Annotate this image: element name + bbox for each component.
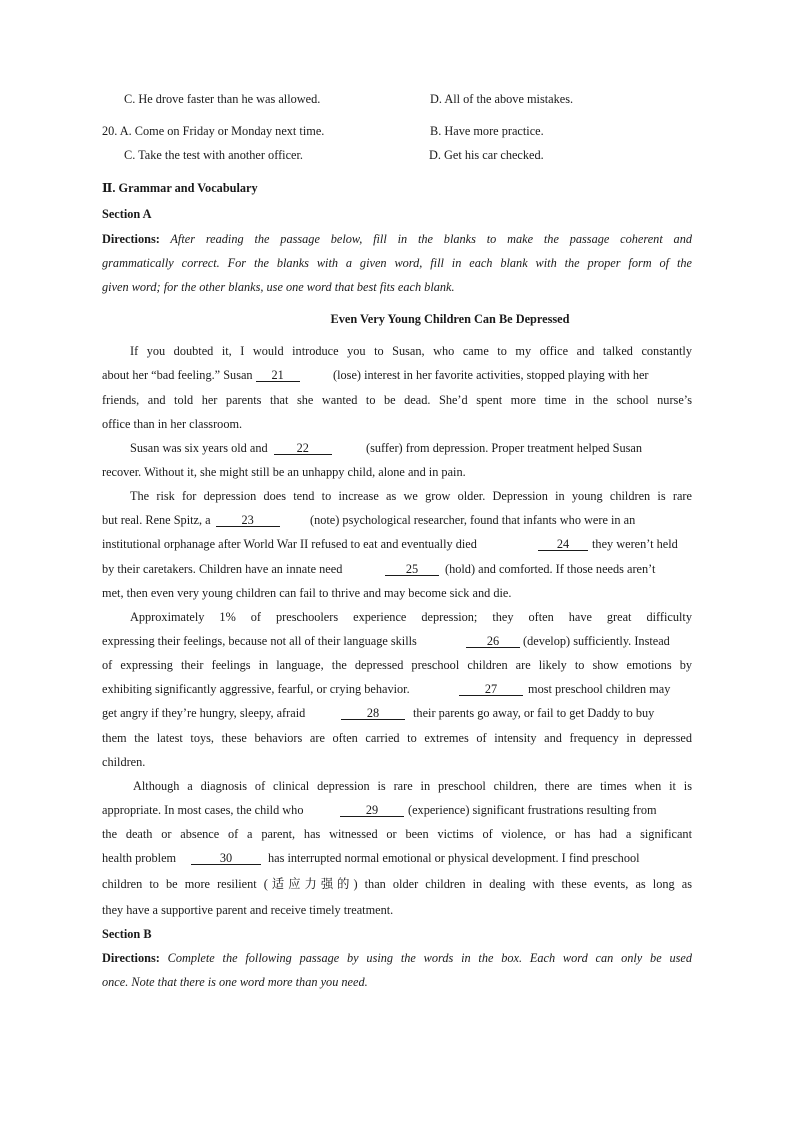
option-20-b: B. Have more practice. xyxy=(430,124,544,138)
p3-line-5: met, then even very young children can fail to thrive and may become sick and die. xyxy=(102,586,512,600)
option-20-d: D. Get his car checked. xyxy=(429,148,544,162)
p3-line-3-end: they weren’t held xyxy=(592,537,678,551)
p4-line-2-start: expressing their feelings, because not all of their language skills xyxy=(102,634,417,648)
directions-label: Directions: xyxy=(102,232,160,246)
p3-line-2 xyxy=(102,513,636,527)
p1-line-4: office than in her classroom. xyxy=(102,417,243,431)
option-19-d: D. All of the above mistakes. xyxy=(430,92,574,106)
p5-line-4-start: health problem xyxy=(102,851,177,865)
p3-line-3 xyxy=(102,537,678,551)
blank-23[interactable]: 23 xyxy=(216,514,280,526)
p5-line-2-start: appropriate. In most cases, the child who xyxy=(102,803,304,817)
directions-a-text: After reading the passage below, fill in the blanks to make the passage coherent and xyxy=(159,232,692,246)
part-heading: Ⅱ. Grammar and Vocabulary xyxy=(102,181,258,195)
directions-b-line-2: once. Note that there is one word more than you need. xyxy=(102,975,368,989)
p3-line-4 xyxy=(102,562,656,576)
p5-line-2-end: (experience) significant frustrations resulting from xyxy=(408,803,657,817)
blank-26[interactable]: 26 xyxy=(466,635,520,647)
p1-line-2-end: (lose) interest in her favorite activities, stopped playing with her xyxy=(333,368,649,382)
p3-line-1: The risk for depression does tend to increase as we grow older. Depression in young children is rare xyxy=(130,489,692,503)
blank-27[interactable]: 27 xyxy=(459,683,523,695)
p2-line-1-end: (suffer) from depression. Proper treatment helped Susan xyxy=(366,441,643,455)
p5-line-3: the death or absence of a parent, has witnessed or been victims of violence, or has had a significant xyxy=(102,827,692,841)
p5-line-2 xyxy=(102,803,657,817)
section-b-heading: Section B xyxy=(102,927,152,941)
p2-line-2: recover. Without it, she might still be an unhappy child, alone and in pain. xyxy=(102,465,466,479)
p1-line-2-start: about her “bad feeling.” Susan xyxy=(102,368,253,382)
blank-21[interactable]: 21 xyxy=(256,369,300,381)
directions-b-text: Complete the following passage by using the words in the box. Each word can only be used xyxy=(159,951,692,965)
p4-line-2-end: (develop) sufficiently. Instead xyxy=(523,634,670,648)
p4-line-7: children. xyxy=(102,755,146,769)
p4-line-5 xyxy=(102,706,655,720)
option-20-a: 20. A. Come on Friday or Monday next time. xyxy=(102,124,325,138)
directions-b-label: Directions: xyxy=(102,951,160,965)
option-19-c: C. He drove faster than he was allowed. xyxy=(124,92,321,106)
p3-line-2-start: but real. Rene Spitz, a xyxy=(102,513,211,527)
p5-line-1: Although a diagnosis of clinical depression is rare in preschool children, there are times when it is xyxy=(133,779,692,793)
p1-line-2 xyxy=(102,368,649,382)
p4-line-3: of expressing their feelings in language, the depressed preschool children are likely to show emotions by xyxy=(102,658,692,672)
blank-29[interactable]: 29 xyxy=(340,804,404,816)
p3-line-4-end: (hold) and comforted. If those needs aren’t xyxy=(445,562,656,576)
section-a-heading: Section A xyxy=(102,207,152,221)
p5-line-4-end: has interrupted normal emotional or physical development. I find preschool xyxy=(268,851,640,865)
p5-line-4 xyxy=(102,851,640,865)
blank-28[interactable]: 28 xyxy=(341,707,405,719)
blank-25[interactable]: 25 xyxy=(385,563,439,575)
passage-title: Even Very Young Children Can Be Depressed xyxy=(330,312,570,326)
p3-line-4-start: by their caretakers. Children have an innate need xyxy=(102,562,343,576)
blank-22[interactable]: 22 xyxy=(274,442,332,454)
p3-line-2-end: (note) psychological researcher, found that infants who were in an xyxy=(310,513,636,527)
p2-line-1 xyxy=(130,441,643,455)
option-20-c: C. Take the test with another officer. xyxy=(124,148,303,162)
p4-line-5-start: get angry if they’re hungry, sleepy, afraid xyxy=(102,706,306,720)
p4-line-4-start: exhibiting significantly aggressive, fearful, or crying behavior. xyxy=(102,682,410,696)
p4-line-1: Approximately 1% of preschoolers experience depression; they often have great difficulty xyxy=(130,610,692,624)
p2-line-1-start: Susan was six years old and xyxy=(130,441,268,455)
p4-line-2 xyxy=(102,634,670,648)
directions-a-line-2: grammatically correct. For the blanks with a given word, fill in each blank with the proper form of the xyxy=(102,256,692,270)
p4-line-4-end: most preschool children may xyxy=(528,682,671,696)
directions-a-line-3: given word; for the other blanks, use one word that best fits each blank. xyxy=(102,280,455,294)
blank-24[interactable]: 24 xyxy=(538,538,588,550)
p3-line-3-start: institutional orphanage after World War II refused to eat and eventually died xyxy=(102,537,477,551)
p5-line-6: they have a supportive parent and receive timely treatment. xyxy=(102,903,394,917)
blank-30[interactable]: 30 xyxy=(191,852,261,864)
directions-a-line-1 xyxy=(102,233,692,245)
p1-line-1: If you doubted it, I would introduce you to Susan, who came to my office and talked constantly xyxy=(130,344,692,358)
p4-line-6: them the latest toys, these behaviors are often carried to extremes of intensity and frequency in depressed xyxy=(102,731,692,745)
p5-line-5: children to be more resilient (适应力强的) than older children in dealing with these events, as long as xyxy=(102,877,692,891)
directions-b-line-1 xyxy=(102,952,692,964)
p1-line-3: friends, and told her parents that she wanted to be dead. She’d spent more time in the school nurse’s xyxy=(102,393,692,407)
p4-line-4 xyxy=(102,682,671,696)
p4-line-5-end: their parents go away, or fail to get Daddy to buy xyxy=(413,706,655,720)
